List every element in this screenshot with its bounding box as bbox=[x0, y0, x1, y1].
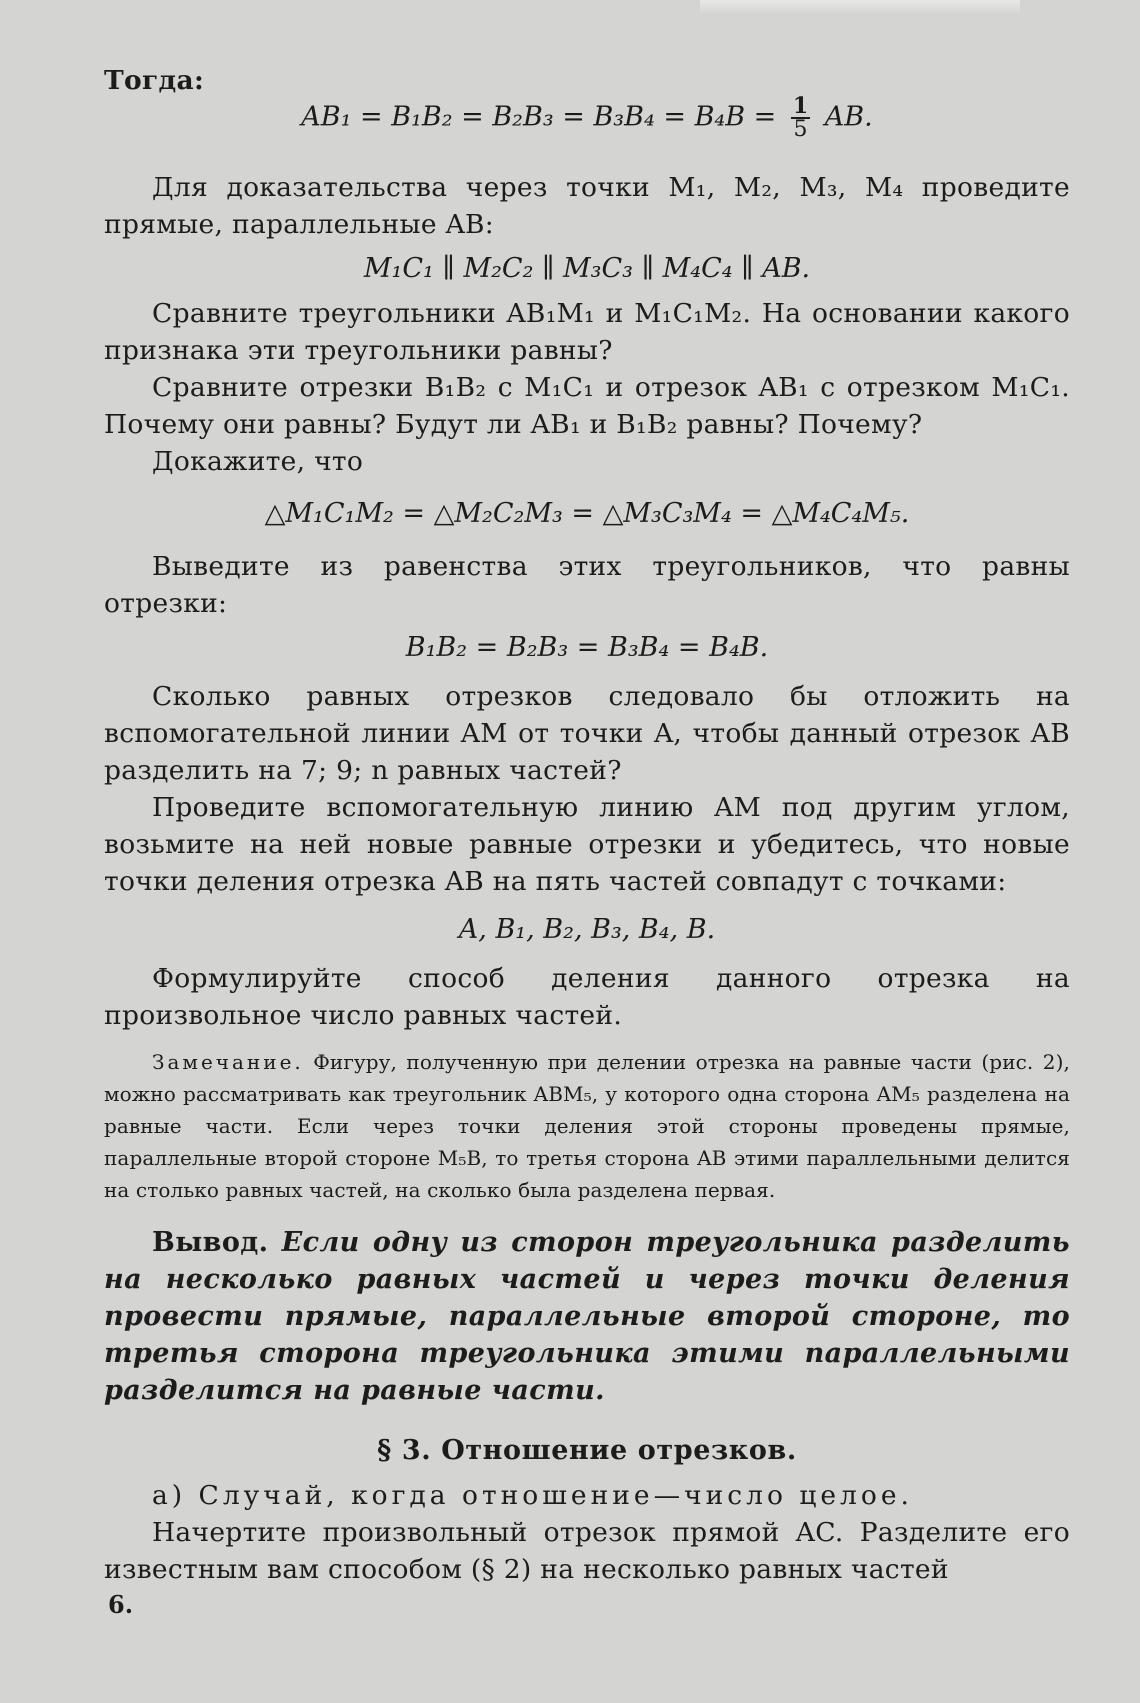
remark-text: Фигуру, полученную при делении отрезка на равные части (рис. 2), можно рассматривать как треугольник ABM₅, у которого одна сторона AM₅ разделена на равные части. Если через точки деления этой стороны проведены прямые, параллельные второй стороне M₅B, то третья сторона AB этими параллельными делится на столько равных частей, на сколько была разделена первая. bbox=[104, 1050, 1070, 1202]
formula-parallels: M₁C₁ ∥ M₂C₂ ∥ M₃C₃ ∥ M₄C₄ ∥ AB. bbox=[363, 253, 811, 284]
paragraph-draw-segment: Начертите произвольный отрезок прямой AC. Разделите его известным вам способом (§ 2) на несколько равных частей bbox=[104, 1517, 1070, 1585]
intro-word: Тогда: bbox=[104, 65, 205, 96]
section-title: § 3. Отношение отрезков. bbox=[377, 1435, 797, 1466]
fraction-denominator: 5 bbox=[793, 117, 808, 142]
conclusion bbox=[104, 1224, 1070, 1409]
paragraph-prove: Докажите, что bbox=[152, 446, 364, 477]
formula-triangles-equal: △M₁C₁M₂ = △M₂C₂M₃ = △M₃C₃M₄ = △M₄C₄M₅. bbox=[264, 498, 910, 529]
conclusion-lead: Вывод. bbox=[152, 1227, 269, 1258]
page-edge-shadow bbox=[700, 0, 1020, 14]
formula-left: AB₁ = B₁B₂ = B₂B₃ = B₃B₄ = B₄B = bbox=[301, 101, 777, 133]
page-number: 6. bbox=[108, 1590, 134, 1619]
formula-right: AB. bbox=[824, 101, 873, 133]
paragraph-proof-intro: Для доказательства через точки M₁, M₂, M₃, M₄ проведите прямые, параллельные AB: bbox=[104, 172, 1070, 240]
formula-b-segments-equal: B₁B₂ = B₂B₃ = B₃B₄ = B₄B. bbox=[405, 632, 769, 663]
paragraph-compare-segments: Сравните отрезки B₁B₂ с M₁C₁ и отрезок AB₁ с отрезком M₁C₁. Почему они равны? Будут ли AB₁ и B₁B₂ равны? Почему? bbox=[104, 372, 1070, 440]
paragraph-other-angle: Проведите вспомогательную линию AM под другим углом, возьмите на ней новые равные отрезки и убедитесь, что новые точки деления отрезка AB на пять частей совпадут с точками: bbox=[104, 792, 1070, 897]
remark bbox=[104, 1046, 1070, 1206]
fraction-numerator: 1 bbox=[792, 93, 809, 119]
paragraph-compare-triangles: Сравните треугольники AB₁M₁ и M₁C₁M₂. На основании какого признака эти треугольники равны? bbox=[104, 298, 1070, 366]
paragraph-derive: Выведите из равенства этих треугольников, что равны отрезки: bbox=[104, 551, 1070, 619]
case-a-heading: а) Случай, когда отношение—число целое. bbox=[152, 1480, 913, 1511]
conclusion-text: Если одну из сторон треугольника разделить на несколько равных частей и через точки деления провести прямые, параллельные второй стороне, то третья сторона треугольника этими параллельными разделится на равные части. bbox=[104, 1227, 1070, 1406]
remark-head: Замечание. bbox=[152, 1050, 304, 1074]
paragraph-how-many: Сколько равных отрезков следовало бы отложить на вспомогательной линии AM от точки A, чтобы данный отрезок AB разделить на 7; 9; n равных частей? bbox=[104, 681, 1070, 786]
paragraph-formulate: Формулируйте способ деления данного отрезка на произвольное число равных частей. bbox=[104, 963, 1070, 1031]
formula-segments-equal bbox=[104, 95, 1070, 141]
formula-division-points: A, B₁, B₂, B₃, B₄, B. bbox=[458, 914, 716, 945]
fraction-one-fifth bbox=[791, 95, 810, 141]
